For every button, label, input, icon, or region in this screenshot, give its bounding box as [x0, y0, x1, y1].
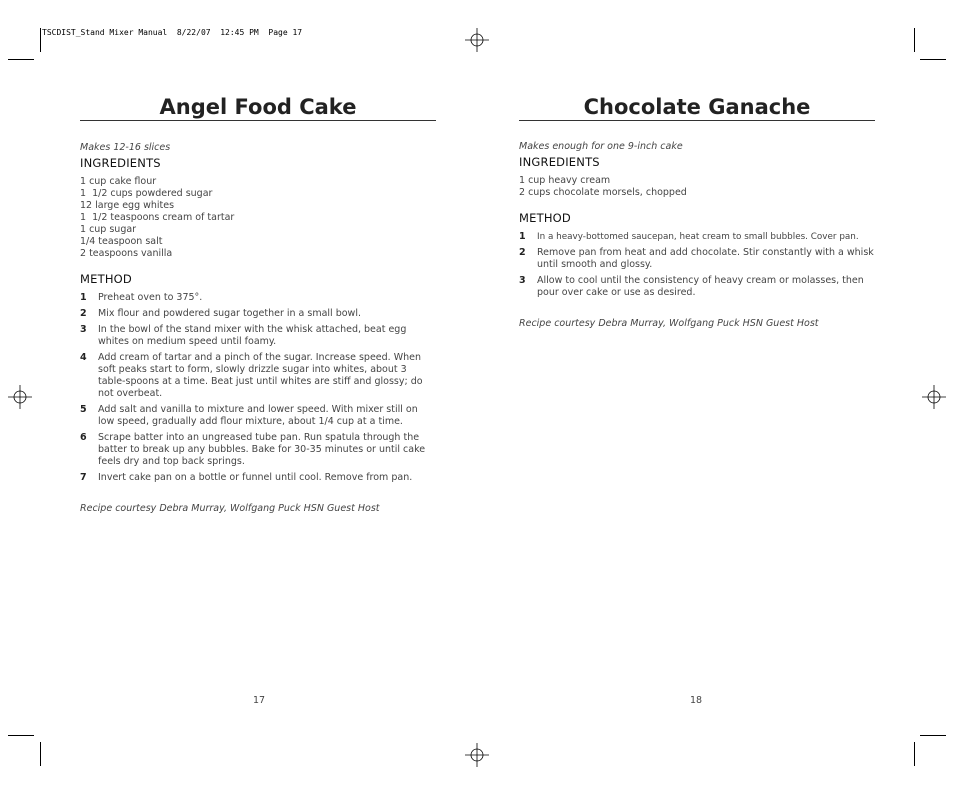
step-number: 3: [519, 275, 526, 286]
print-slug: TSCDIST_Stand Mixer Manual 8/22/07 12:45 PM Page 17: [42, 28, 303, 37]
step-number: 2: [519, 247, 526, 258]
ingredient-item: 1 cup heavy cream: [519, 175, 611, 186]
recipe-credit: Recipe courtesy Debra Murray, Wolfgang Puck HSN Guest Host: [519, 318, 819, 329]
ingredient-item: 1 cup sugar: [80, 224, 137, 235]
ingredients-heading: INGREDIENTS: [80, 156, 161, 170]
step-number: 3: [80, 324, 87, 335]
ingredient-item: 1 1/2 teaspoons cream of tartar: [80, 212, 235, 223]
step-text: Invert cake pan on a bottle or funnel until cool. Remove from pan.: [98, 472, 413, 483]
recipe-title: Chocolate Ganache: [519, 94, 875, 121]
method-step: [80, 352, 436, 400]
crop-mark-bottom-left-v: [40, 742, 41, 766]
step-text: In the bowl of the stand mixer with the whisk attached, beat egg whites on medium speed until foamy.: [98, 324, 407, 347]
right-page: [519, 94, 875, 329]
ingredients-list: [519, 175, 875, 199]
step-text: Add cream of tartar and a pinch of the sugar. Increase speed. When soft peaks start to form, slowly drizzle sugar into whites, about 3 table-spoons at a time. Beat just until whites are stiff and glossy; do not overbeat.: [98, 352, 423, 399]
method-step: [519, 275, 875, 299]
ingredient-item: 12 large egg whites: [80, 200, 175, 211]
step-text: Remove pan from heat and add chocolate. Stir constantly with a whisk until smooth and glossy.: [537, 247, 874, 270]
step-text: Scrape batter into an ungreased tube pan. Run spatula through the batter to break up any bubbles. Bake for 30-35 minutes or until cake feels dry and top back springs.: [98, 432, 426, 467]
step-text: Add salt and vanilla to mixture and lower speed. With mixer still on low speed, gradually add flour mixture, about 1/4 cup at a time.: [98, 404, 418, 427]
step-text: Preheat oven to 375°.: [98, 292, 203, 303]
step-text: In a heavy-bottomed saucepan, heat cream to small bubbles. Cover pan.: [537, 232, 859, 242]
left-page: [80, 94, 436, 514]
crop-mark-top-right-h: [920, 59, 946, 60]
method-heading: METHOD: [80, 272, 132, 286]
method-step: [80, 432, 436, 468]
step-number: 2: [80, 308, 87, 319]
page-number-left: 17: [253, 695, 266, 706]
ingredients-list: [80, 176, 436, 260]
registration-mark-right-icon: [922, 385, 946, 409]
registration-mark-bottom-icon: [465, 743, 489, 767]
registration-mark-left-icon: [8, 385, 32, 409]
crop-mark-top-left-v: [40, 28, 41, 52]
crop-mark-bottom-right-v: [914, 742, 915, 766]
step-text: Mix flour and powdered sugar together in a small bowl.: [98, 308, 361, 319]
method-steps: [519, 231, 875, 299]
method-step: [519, 247, 875, 271]
step-text: Allow to cool until the consistency of heavy cream or molasses, then pour over cake or use as desired.: [537, 275, 864, 298]
step-number: 4: [80, 352, 87, 363]
registration-mark-top-icon: [465, 28, 489, 52]
ingredient-item: 1 cup cake flour: [80, 176, 157, 187]
ingredient-item: 2 teaspoons vanilla: [80, 248, 173, 259]
crop-mark-top-right-v: [914, 28, 915, 52]
step-number: 5: [80, 404, 87, 415]
ingredient-item: 1 1/2 cups powdered sugar: [80, 188, 213, 199]
ingredient-item: 1/4 teaspoon salt: [80, 236, 163, 247]
ingredients-heading: INGREDIENTS: [519, 155, 600, 169]
ingredient-item: 2 cups chocolate morsels, chopped: [519, 187, 687, 198]
recipe-yield: Makes 12-16 slices: [80, 142, 171, 153]
method-steps: [80, 292, 436, 484]
crop-mark-bottom-right-h: [920, 735, 946, 736]
method-step: [80, 308, 436, 320]
recipe-yield: Makes enough for one 9-inch cake: [519, 141, 683, 152]
recipe-credit: Recipe courtesy Debra Murray, Wolfgang Puck HSN Guest Host: [80, 503, 380, 514]
crop-mark-top-left-h: [8, 59, 34, 60]
method-step: [80, 404, 436, 428]
method-step: [80, 292, 436, 304]
method-step: [519, 231, 875, 243]
method-step: [80, 472, 436, 484]
recipe-title: Angel Food Cake: [80, 94, 436, 121]
step-number: 1: [80, 292, 87, 303]
method-heading: METHOD: [519, 211, 571, 225]
crop-mark-bottom-left-h: [8, 735, 34, 736]
step-number: 6: [80, 432, 87, 443]
method-step: [80, 324, 436, 348]
step-number: 1: [519, 231, 526, 242]
page-number-right: 18: [690, 695, 703, 706]
step-number: 7: [80, 472, 87, 483]
